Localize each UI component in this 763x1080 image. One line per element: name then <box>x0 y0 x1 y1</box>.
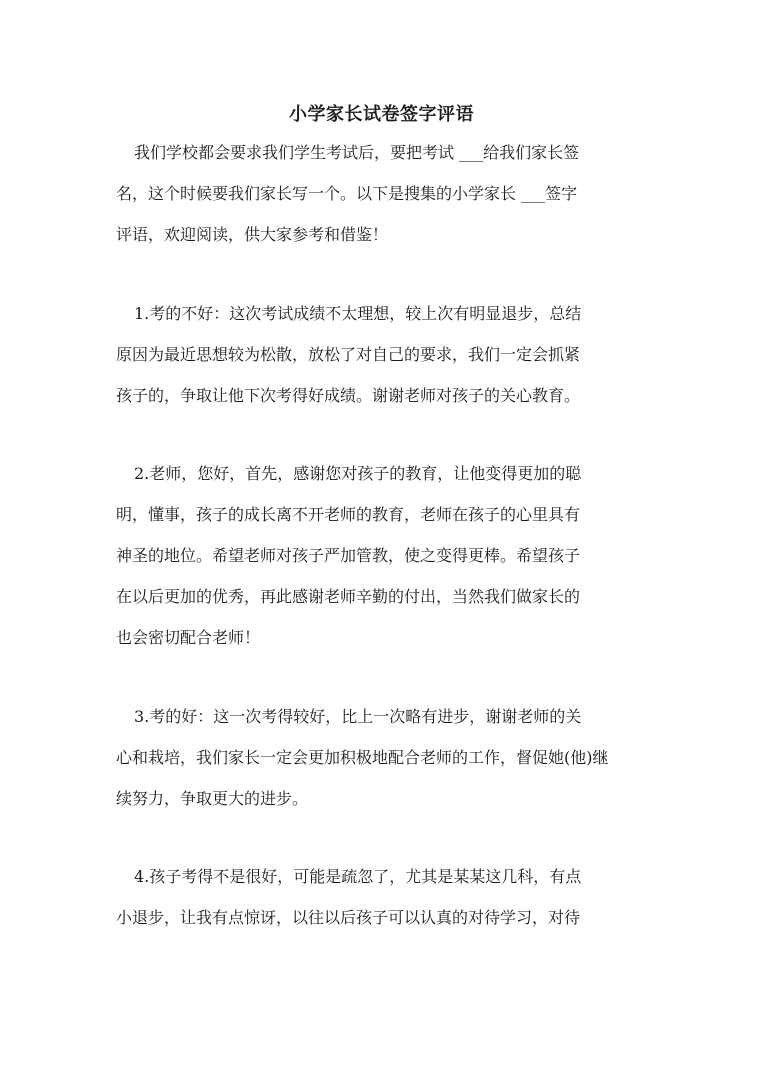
paragraph-line: 名，这个时候要我们家长写一个。以下是搜集的小学家长 ___签字 <box>116 184 578 203</box>
paragraph-line: 4.孩子考得不是很好，可能是疏忽了，尤其是某某这几科，有点 <box>134 867 582 886</box>
paragraph-line: 评语，欢迎阅读，供大家参考和借鉴！ <box>116 225 389 244</box>
paragraph-line: 心和栽培，我们家长一定会更加积极地配合老师的工作，督促她(他)继 <box>116 748 609 767</box>
paragraph-line: 在以后更加的优秀，再此感谢老师辛勤的付出，当然我们做家长的 <box>116 587 581 606</box>
paragraph-line: 原因为最近思想较为松散，放松了对自己的要求，我们一定会抓紧 <box>116 345 581 364</box>
document-title: 小学家长试卷签字评语 <box>289 104 474 125</box>
paragraph-line: 2.老师，您好，首先，感谢您对孩子的教育，让他变得更加的聪 <box>134 464 582 483</box>
paragraph-line: 神圣的地位。希望老师对孩子严加管教，使之变得更棒。希望孩子 <box>116 546 581 565</box>
paragraph-line: 也会密切配合老师！ <box>116 628 261 647</box>
paragraph-line: 我们学校都会要求我们学生考试后，要把考试 ___给我们家长签 <box>134 143 580 162</box>
paragraph-line: 3.考的好：这一次考得较好，比上一次略有进步，谢谢老师的关 <box>134 707 582 726</box>
paragraph-line: 续努力，争取更大的进步。 <box>116 789 309 808</box>
paragraph-line: 1.考的不好：这次考试成绩不太理想，较上次有明显退步，总结 <box>134 304 582 323</box>
paragraph-line: 明，懂事，孩子的成长离不开老师的教育，老师在孩子的心里具有 <box>116 505 581 524</box>
paragraph-line: 小退步，让我有点惊讶，以往以后孩子可以认真的对待学习，对待 <box>116 908 581 927</box>
paragraph-line: 孩子的，争取让他下次考得好成绩。谢谢老师对孩子的关心教育。 <box>116 386 581 405</box>
